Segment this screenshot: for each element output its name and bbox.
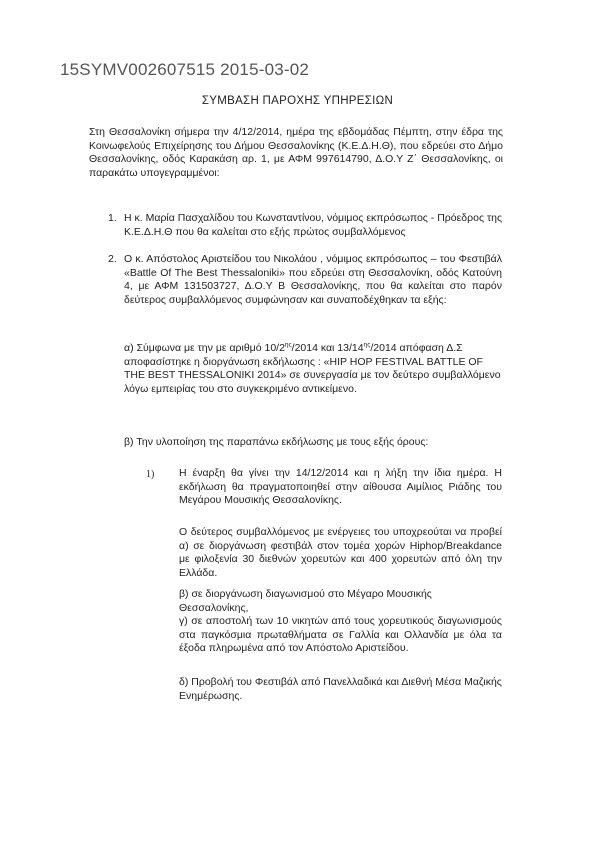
intro-paragraph: Στη Θεσσαλονίκη σήμερα την 4/12/2014, ημέρα της εβδομάδας Πέμπτη, στην έδρα της Κοινωφελούς Επιχείρησης του Δήμου Θεσσαλονίκης (Κ.Ε.Δ.Η.Θ), που εδρεύει στο Δήμο Θεσσαλονίκης, οδός Καρακάση αρ. 1, με ΑΦΜ 997614790, Δ.Ο.Υ Ζ΄ Θεσσαλονίκης, οι παρακάτω υπογεγραμμένοι: — [89, 126, 503, 179]
clause-a-superscript-2: ης — [363, 341, 371, 349]
clause-a-start: α) Σύμφωνα με την με αριθμό 10/2 — [124, 342, 285, 354]
clause-a-paragraph — [124, 342, 502, 396]
clause-a-middle: /2014 και 13/14 — [291, 342, 364, 354]
clause-b-heading: β) Την υλοποίηση της παραπάνω εκδήλωσης με τους εξής όρους: — [124, 436, 429, 448]
term-1-obligations: Ο δεύτερος συμβαλλόμενος με ενέργειες του υποχρεούται να προβεί α) σε διοργάνωση φεστιβάλ στον τομέα χορών Hiphop/Breakdance με φιλοξενία 30 διεθνών χορευτών και 400 χορευτών από όλη την Ελλάδα. — [179, 526, 502, 579]
party-2-text: Ο κ. Απόστολος Αριστείδου του Νικολάου , νόμιμος εκπρόσωπος – του Φεστιβάλ «Battle Of The Best Thessaloniki» που εδρεύει στη Θεσσαλονίκη, οδός Κατούνη 4, με ΑΦΜ 131503727, Δ.Ο.Υ Β Θεσσαλονίκης, που θα καλείται στο παρόν δεύτερος συμβαλλόμενος συμφώνησαν και συναποδέχθηκαν τα εξής: — [124, 253, 502, 306]
document-id: 15SYMV002607515 2015-03-02 — [60, 60, 310, 79]
clause-a-end: /2014 απόφαση Δ.Σ αποφασίστηκε η διοργάνωση εκδήλωσης : «HIP HOP FESTIVAL BATTLE OF THE BEST THESSALONIKI 2014» σε συνεργασία με τον δεύτερο συμβαλλόμενο λόγω εμπειρίας του στο συγκεκριμένο αντικείμενο. — [124, 342, 501, 395]
term-1-delta: δ) Προβολή του Φεστιβάλ από Πανελλαδικά και Διεθνή Μέσα Μαζικής Ενημέρωσης. — [179, 676, 502, 702]
party-1-text: Η κ. Μαρία Πασχαλίδου του Κωνσταντίνου, νόμιμος εκπρόσωπος - Πρόεδρος της Κ.Ε.Δ.Η.Θ που θα καλείται στο εξής πρώτος συμβαλλόμενος — [124, 212, 502, 238]
term-1-number: 1) — [146, 469, 155, 480]
term-1-gamma: γ) σε αποστολή των 10 νικητών από τους χορευτικούς διαγωνισμούς στα παγκόσμια πρωταθλήματα σε Γαλλία και Ολλανδία με όλα τα έξοδα πληρωμένα από τον Απόστολο Αριστείδου. — [179, 615, 502, 655]
term-1-beta: β) σε διοργάνωση διαγωνισμού στο Μέγαρο Μουσικής Θεσσαλονίκης, — [179, 588, 432, 614]
party-1-number: 1. — [108, 212, 117, 224]
term-1-start: Η έναρξη θα γίνει την 14/12/2014 και η λήξη την ίδια ημέρα. Η εκδήλωση θα πραγματοποιηθεί στην αίθουσα Αιμίλιος Ριάδης του Μεγάρου Μουσικής Θεσσαλονίκης. — [179, 467, 502, 507]
party-2-number: 2. — [108, 253, 117, 265]
clause-a-superscript-1: ης — [284, 341, 292, 349]
document-title: ΣΥΜΒΑΣΗ ΠΑΡΟΧΗΣ ΥΠΗΡΕΣΙΩΝ — [201, 95, 394, 107]
